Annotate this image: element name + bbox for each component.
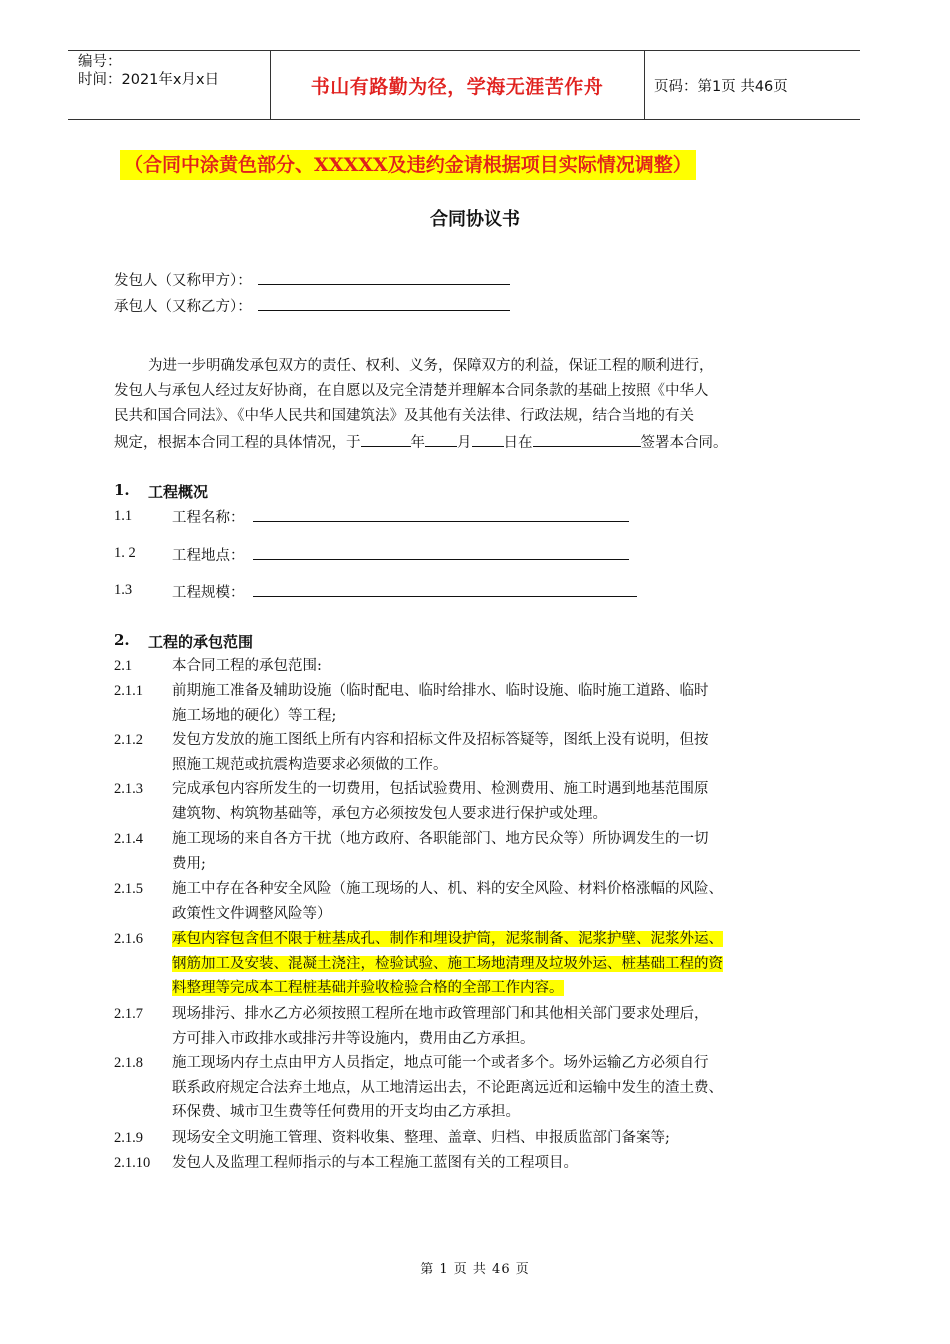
preamble-line: 为进一步明确发承包双方的责任、权利、义务，保障双方的利益，保证工程的顺利进行，: [148, 358, 714, 374]
preamble-text: 日在: [503, 435, 533, 451]
project-location-line: [172, 543, 629, 567]
scope-item: 施工现场的来自各方干扰（地方政府、各职能部门、地方民众等）所协调发生的一切 费用;: [172, 831, 709, 872]
year-blank: [361, 430, 411, 447]
preamble-text: 规定，根据本合同工程的具体情况，于: [114, 435, 361, 451]
preamble-text: 月: [457, 435, 472, 451]
project-name-blank: [253, 505, 629, 522]
item-number: 2.1.1: [114, 683, 143, 699]
scope-item: 施工中存在各种安全风险（施工现场的人、机、料的安全风险、材料价格涨幅的风险、 政策性文件调整风险等）: [172, 881, 723, 922]
scope-item: 发包方发放的施工图纸上所有内容和招标文件及招标答疑等，图纸上没有说明，但按 照施工规范或抗震构造要求必须做的工作。: [172, 732, 709, 773]
preamble-text: 签署本合同。: [640, 435, 728, 451]
header-motto: 书山有路勤为径，学海无涯苦作舟: [310, 75, 604, 98]
project-scale-label: 工程规模：: [172, 585, 245, 601]
scope-item: 施工现场内存土点由甲方人员指定，地点可能一个或者多个。场外运输乙方必须自行 联系政府规定合法弃土地点，从工地清运出去，不论距离远近和运输中发生的渣土费、 环保费、城市卫生费等任何费用的开支均由乙方承担。: [172, 1055, 723, 1120]
preamble-text: 年: [410, 435, 425, 451]
scope-item-highlighted: 承包内容包含但不限于桩基成孔、制作和埋设护筒，泥浆制备、泥浆护壁、泥浆外运、 钢筋加工及安装、混凝土浇注，检验试验、施工场地清理及垃圾外运、桩基础工程的资 料整理等完成本工程桩基础并验收检验合格的全部工作内容。: [172, 931, 723, 996]
document-title: 合同协议书: [430, 209, 520, 230]
section-2-title: 工程的承包范围: [148, 633, 254, 651]
item-number: 2.1.7: [114, 1006, 143, 1022]
project-scale-blank: [253, 580, 637, 597]
header-page-info: 页码：第1页 共46页: [654, 78, 788, 95]
item-number: 2.1.5: [114, 881, 143, 897]
item-number: 2.1.6: [114, 931, 143, 947]
item-number: 2.1.8: [114, 1055, 143, 1071]
project-name-label: 工程名称：: [172, 510, 245, 526]
item-number: 1. 2: [114, 545, 136, 561]
item-number: 2.1.2: [114, 732, 143, 748]
preamble-line: 民共和国合同法》、《中华人民共和国建筑法》及其他有关法律、行政法规，结合当地的有关: [114, 408, 694, 424]
contractor-label: 承包人（又称乙方）：: [114, 299, 252, 315]
section-2-number: 2.: [114, 631, 130, 649]
scope-item: 前期施工准备及辅助设施（临时配电、临时给排水、临时设施、临时施工道路、临时 施工场地的硬化）等工程;: [172, 683, 709, 724]
project-name-line: [172, 505, 629, 529]
scope-item: 现场安全文明施工管理、资料收集、整理、盖章、归档、申报质监部门备案等;: [172, 1130, 670, 1146]
document-time-label: 时间：2021年x月x日: [78, 72, 220, 88]
contractor-blank: [258, 294, 510, 311]
item-number: 2.1.4: [114, 831, 143, 847]
month-blank: [425, 430, 457, 447]
scope-item: 现场排污、排水乙方必须按照工程所在地市政管理部门和其他相关部门要求处理后， 方可排入市政排水或排污井等设施内，费用由乙方承担。: [172, 1006, 709, 1047]
employer-label: 发包人（又称甲方）：: [114, 273, 252, 289]
day-blank: [472, 430, 504, 447]
scope-item: 发包人及监理工程师指示的与本工程施工蓝图有关的工程项目。: [172, 1155, 578, 1171]
item-number: 2.1.3: [114, 781, 143, 797]
item-number: 2.1: [114, 658, 133, 674]
adjustment-note: （合同中涂黄色部分、XXXXX及违约金请根据项目实际情况调整）: [120, 150, 696, 180]
project-location-label: 工程地点：: [172, 548, 245, 564]
item-number: 1.1: [114, 508, 133, 524]
employer-blank: [258, 268, 510, 285]
employer-line: [114, 268, 510, 292]
item-number: 2.1.10: [114, 1155, 151, 1171]
scope-intro: 本合同工程的承包范围:: [172, 658, 322, 674]
preamble-line: [114, 430, 728, 454]
preamble-line: 发包人与承包人经过友好协商，在自愿以及完全清楚并理解本合同条款的基础上按照《中华人: [114, 383, 709, 399]
page-footer: 第 1 页 共 46 页: [420, 1262, 530, 1277]
item-number: 2.1.9: [114, 1130, 143, 1146]
document-number-label: 编号：: [78, 54, 122, 70]
item-number: 1.3: [114, 582, 133, 598]
project-location-blank: [253, 543, 629, 560]
section-1-number: 1.: [114, 481, 130, 499]
section-1-title: 工程概况: [148, 483, 209, 501]
header-meta: [78, 53, 219, 89]
page-header: [68, 50, 860, 120]
contractor-line: [114, 294, 510, 318]
place-blank: [533, 430, 641, 447]
header-divider: [644, 51, 645, 119]
scope-item: 完成承包内容所发生的一切费用，包括试验费用、检测费用、施工时遇到地基范围原 建筑物、构筑物基础等，承包方必须按发包人要求进行保护或处理。: [172, 781, 709, 822]
project-scale-line: [172, 580, 637, 604]
